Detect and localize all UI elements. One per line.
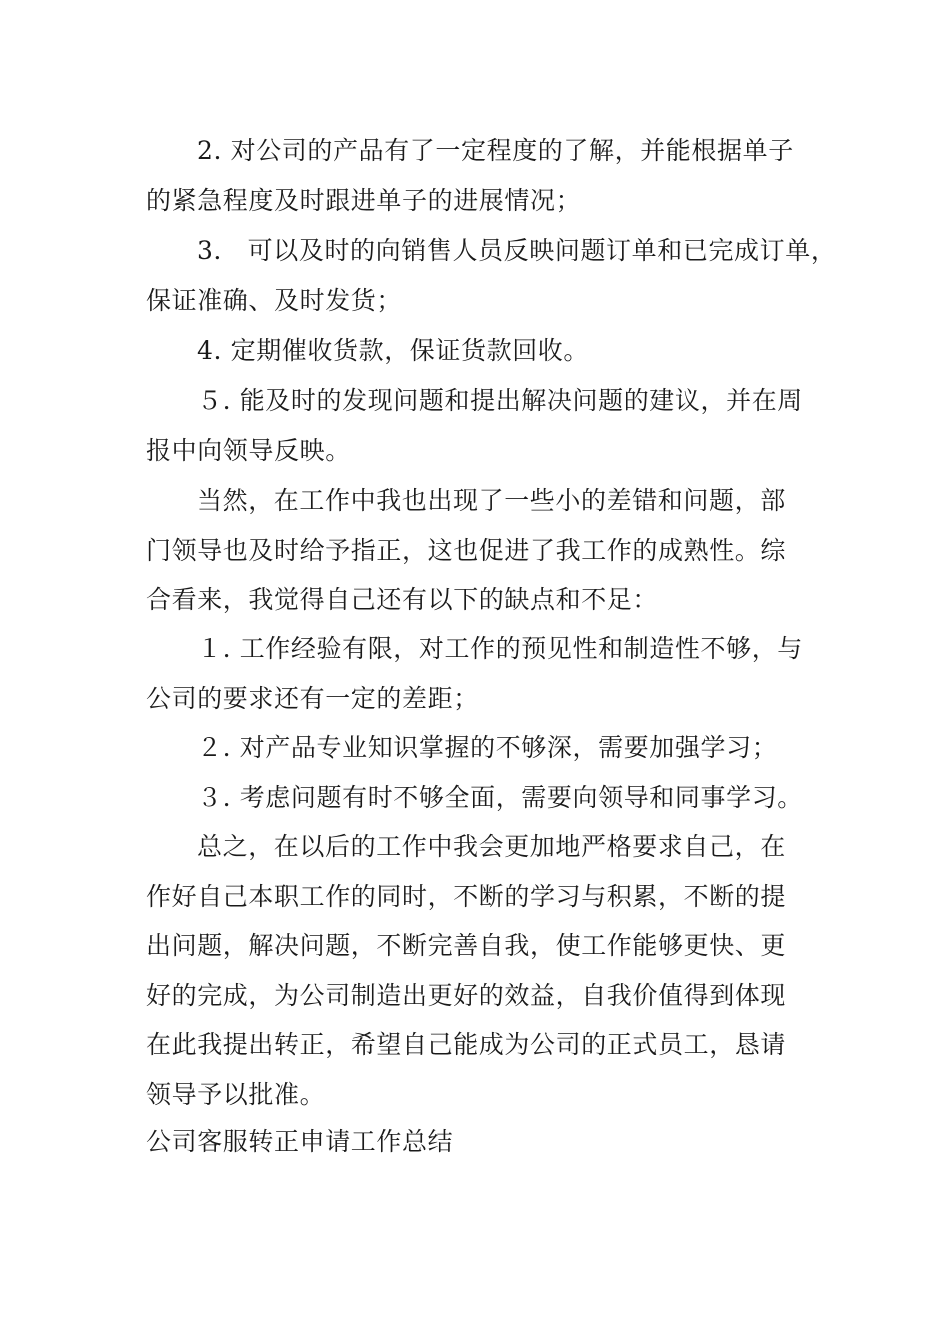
text-line: 3． 可以及时的向销售人员反映问题订单和已完成订单， [197, 236, 837, 265]
text-line: 作好自己本职工作的同时，不断的学习与积累，不断的提 [146, 882, 787, 911]
text-line: 总之，在以后的工作中我会更加地严格要求自己，在 [197, 832, 786, 861]
text-line: 报中向领导反映。 [146, 436, 351, 465]
text-line: ５. 能及时的发现问题和提出解决问题的建议，并在周 [197, 386, 803, 415]
text-line: 好的完成，为公司制造出更好的效益，自我价值得到体现 [146, 981, 787, 1010]
text-line: 公司的要求还有一定的差距； [146, 684, 479, 713]
text-line: 出问题，解决问题，不断完善自我，使工作能够更快、更 [146, 931, 787, 960]
section-title: 公司客服转正申请工作总结 [146, 1127, 454, 1156]
text-line: 门领导也及时给予指正，这也促进了我工作的成熟性。综 [146, 536, 787, 565]
text-line: 保证准确、及时发货； [146, 286, 403, 315]
text-line: 领导予以批准。 [146, 1080, 326, 1109]
text-line: 2. 对公司的产品有了一定程度的了解，并能根据单子 [197, 136, 794, 165]
text-line: 当然，在工作中我也出现了一些小的差错和问题，部 [197, 486, 786, 515]
text-line: ３. 考虑问题有时不够全面，需要向领导和同事学习。 [197, 783, 803, 812]
text-line: 4. 定期催收货款，保证货款回收。 [197, 336, 590, 365]
text-line: １. 工作经验有限，对工作的预见性和制造性不够，与 [197, 634, 803, 663]
text-line: ２. 对产品专业知识掌握的不够深，需要加强学习； [197, 733, 778, 762]
text-line: 合看来，我觉得自己还有以下的缺点和不足： [146, 585, 659, 614]
text-line: 的紧急程度及时跟进单子的进展情况； [146, 186, 582, 215]
text-line: 在此我提出转正，希望自己能成为公司的正式员工，恳请 [146, 1030, 787, 1059]
